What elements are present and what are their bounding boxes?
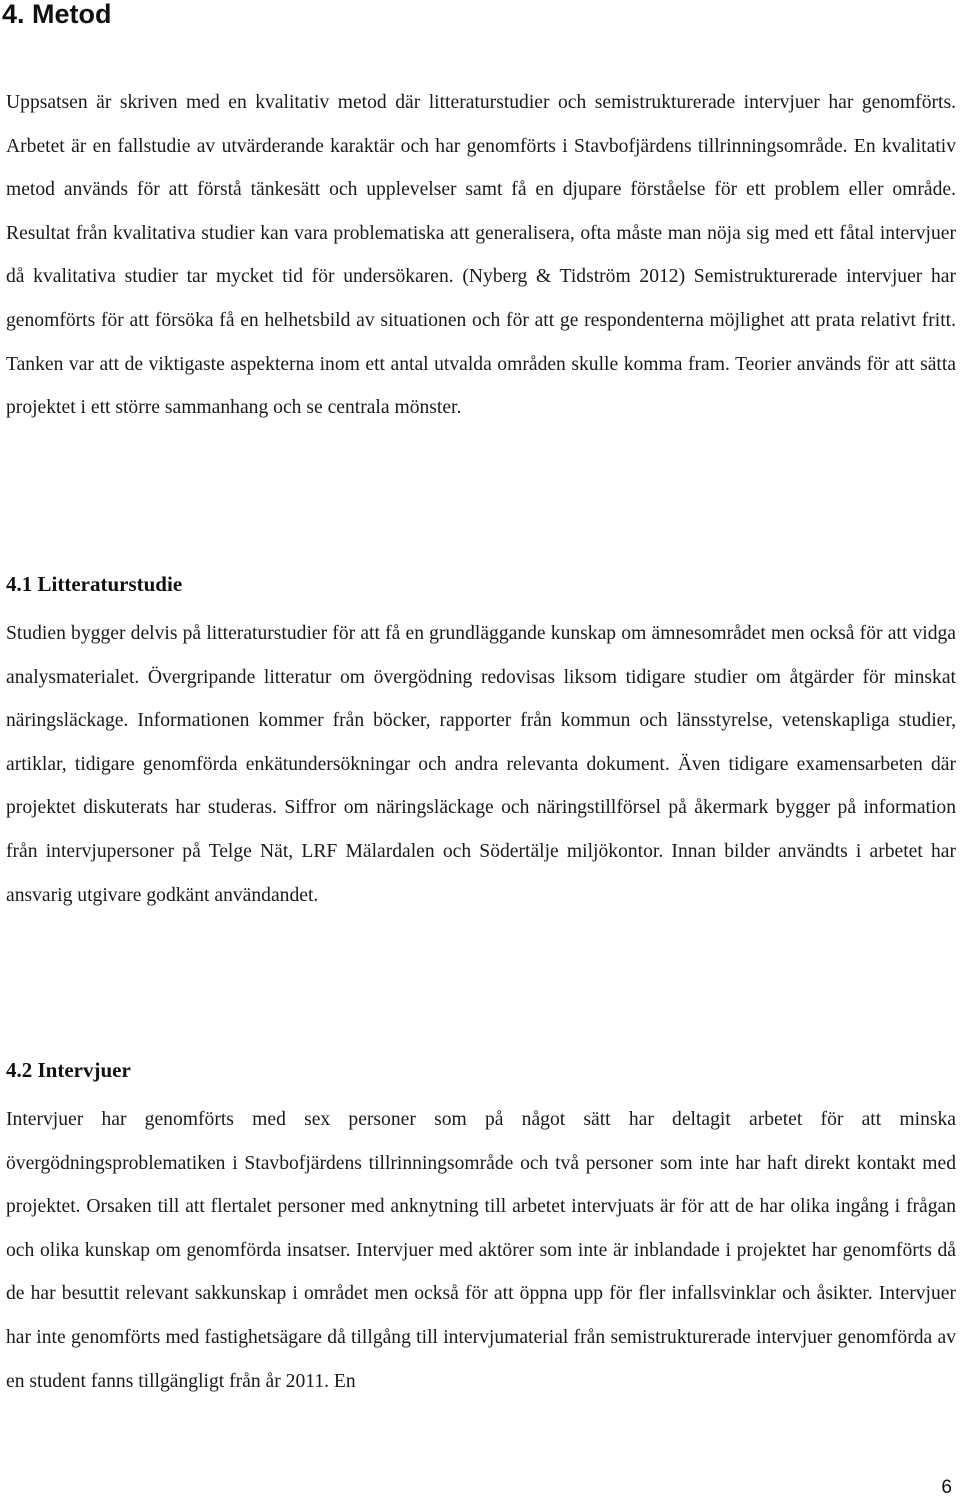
section-paragraph-litteraturstudie: Studien bygger delvis på litteraturstudier för att få en grundläggande kunskap om ämnesområdet men också för att vidga analysmaterialet. Övergripande litteratur om övergödning redovisas liksom tidigare studier om åtgärder för minskat näringsläckage. Informationen kommer från böcker, rapporter från kommun och länsstyrelse, vetenskapliga studier, artiklar, tidigare genomförda enkätundersökningar och andra relevanta dokument. Även tidigare examensarbeten där projektet diskuterats har studeras. Siffror om näringsläckage och näringstillförsel på åkermark bygger på information från intervjupersoner på Telge Nät, LRF Mälardalen och Södertälje miljökontor. Innan bilder användts i arbetet har ansvarig utgivare godkänt användandet.	[6, 623, 956, 906]
section-heading-intervjuer: 4.2 Intervjuer	[6, 1058, 131, 1082]
chapter-heading: 4. Metod	[2, 0, 112, 29]
page-number: 6	[941, 1477, 952, 1498]
intro-paragraph: Uppsatsen är skriven med en kvalitativ metod där litteraturstudier och semistrukturerade intervjuer har genomförts. Arbetet är en fallstudie av utvärderande karaktär och har genomförts i Stavbofjärdens tillrinningsområde. En kvalitativ metod används för att förstå tänkesätt och upplevelser samt få en djupare förståelse för ett problem eller område. Resultat från kvalitativa studier kan vara problematiska att generalisera, ofta måste man nöja sig med ett fåtal intervjuer då kvalitativa studier tar mycket tid för undersökaren. (Nyberg & Tidström 2012) Semistrukturerade intervjuer har genomförts för att försöka få en helhetsbild av situationen och för att ge respondenterna möjlighet att prata relativt fritt. Tanken var att de viktigaste aspekterna inom ett antal utvalda områden skulle komma fram. Teorier används för att sätta projektet i ett större sammanhang och se centrala mönster.	[6, 92, 956, 419]
section-paragraph-intervjuer: Intervjuer har genomförts med sex personer som på något sätt har deltagit arbetet för att minska övergödningsproblematiken i Stavbofjärdens tillrinningsområde och två personer som inte har haft direkt kontakt med projektet. Orsaken till att flertalet personer med anknytning till arbetet intervjuats är för att de har olika ingång i frågan och olika kunskap om genomförda insatser. Intervjuer med aktörer som inte är inblandade i projektet har genomförts då de har besuttit relevant sakkunskap i området men också för att öppna upp för fler infallsvinklar och åsikter. Intervjuer har inte genomförts med fastighetsägare då tillgång till intervjumaterial från semistrukturerade intervjuer genomförda av en student fanns tillgängligt från år 2011. En	[6, 1109, 956, 1392]
section-heading-litteraturstudie: 4.1 Litteraturstudie	[6, 572, 183, 596]
